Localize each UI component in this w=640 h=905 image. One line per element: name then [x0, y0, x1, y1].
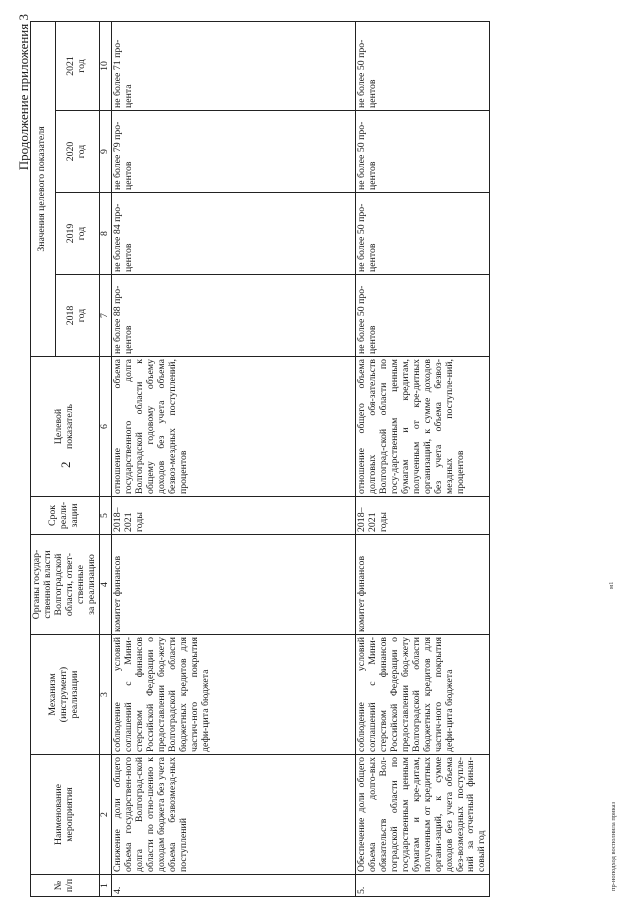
header-name: Наименование мероприятия	[31, 755, 100, 875]
value-2021: не более 50 про-центов	[355, 21, 490, 110]
measure-authority: комитет финансов	[111, 535, 355, 635]
header-year-2020: 2020 год	[55, 111, 99, 193]
table-row	[355, 21, 490, 896]
col-number: 8	[99, 193, 111, 275]
footer-mark: м1	[608, 581, 615, 589]
measure-term: 2018– 2021 годы	[355, 497, 490, 535]
footer-file-label: пр-ноподход восполнила приказ	[610, 801, 617, 891]
value-2019: не более 84 про-центов	[111, 193, 355, 275]
col-number: 9	[99, 111, 111, 193]
value-2018: не более 50 про-центов	[355, 275, 490, 357]
value-2021: не более 71 про-цента	[111, 21, 355, 110]
value-2020: не более 50 про-центов	[355, 111, 490, 193]
col-number: 5	[99, 497, 111, 535]
value-2018: не более 88 про-центов	[111, 275, 355, 357]
header-term: Срок реали- зации	[31, 497, 100, 535]
col-number: 7	[99, 275, 111, 357]
header-values-group: Значения целевого показателя	[31, 21, 56, 356]
header-mechanism: Механизм (инструмент) реализации	[31, 635, 100, 755]
header-year-2021: 2021 год	[55, 21, 99, 110]
table-row	[111, 21, 355, 896]
col-number: 10	[99, 21, 111, 110]
col-number: 6	[99, 357, 111, 497]
header-year-2019: 2019 год	[55, 193, 99, 275]
value-2019: не более 50 про-центов	[355, 193, 490, 275]
row-number: 4.	[111, 875, 355, 897]
measure-indicator: отношение общего объема долговых обя-зательств Волгоград-ской области по госу-дарственным ценным бумагам и кредитам, полученным от кре-дитных организаций, к сумме доходов без учета объема безвоз-мездных поступле-ний, процентов	[355, 357, 490, 497]
row-number: 5.	[355, 875, 490, 897]
header-num: № п/п	[31, 875, 100, 897]
measure-name: Обеспечение доли общего объема долго-вых обязательств Вол-гоградской области по государственным ценным бумагам и кре-дитам, полученным от кредитных органи-заций, к сумме доходов без учета объема без-возмездных поступле-ний за отчетный финан-совый год	[355, 755, 490, 875]
measure-term: 2018– 2021 годы	[111, 497, 355, 535]
header-year-2018: 2018 год	[55, 275, 99, 357]
col-number: 1	[99, 875, 111, 897]
page-number: 2	[58, 461, 73, 468]
measure-mechanism: соблюдение условий соглашений с Мини-стерством финансов Российской Федерации о предоставлении бюд-жету Волгоградской области бюджетных кредитов для частич-ного покрытия дефи-цита бюджета	[355, 635, 490, 755]
header-indicator: Целевой показатель	[31, 357, 100, 497]
col-number: 3	[99, 635, 111, 755]
measure-mechanism: соблюдение условий соглашений с Мини-стерством финансов Российской Федерации о предоставлении бюд-жету Волгоградской области бюджетных кредитов для частич-ного покрытия дефи-цита бюджета	[111, 635, 355, 755]
value-2020: не более 79 про-центов	[111, 111, 355, 193]
measure-indicator: отношение объема государственного долга Волгоградской области к общему годовому объему доходов без учета объема безвоз-мездных поступлений, процентов	[111, 357, 355, 497]
column-numbers-row	[99, 21, 111, 896]
measure-name: Снижение доли общего объема государствен-ного долга Волгоград-ской области по отно-шению к доходам бюджета без учета объема безвозмезд-ных поступлений	[111, 755, 355, 875]
target-indicators-table	[30, 21, 490, 897]
continuation-label: Продолжение приложения 3	[16, 14, 31, 171]
col-number: 2	[99, 755, 111, 875]
header-authority: Органы государ- ственной власти Волгоградской области, ответ- ственные за реализацию	[31, 535, 100, 635]
measure-authority: комитет финансов	[355, 535, 490, 635]
col-number: 4	[99, 535, 111, 635]
